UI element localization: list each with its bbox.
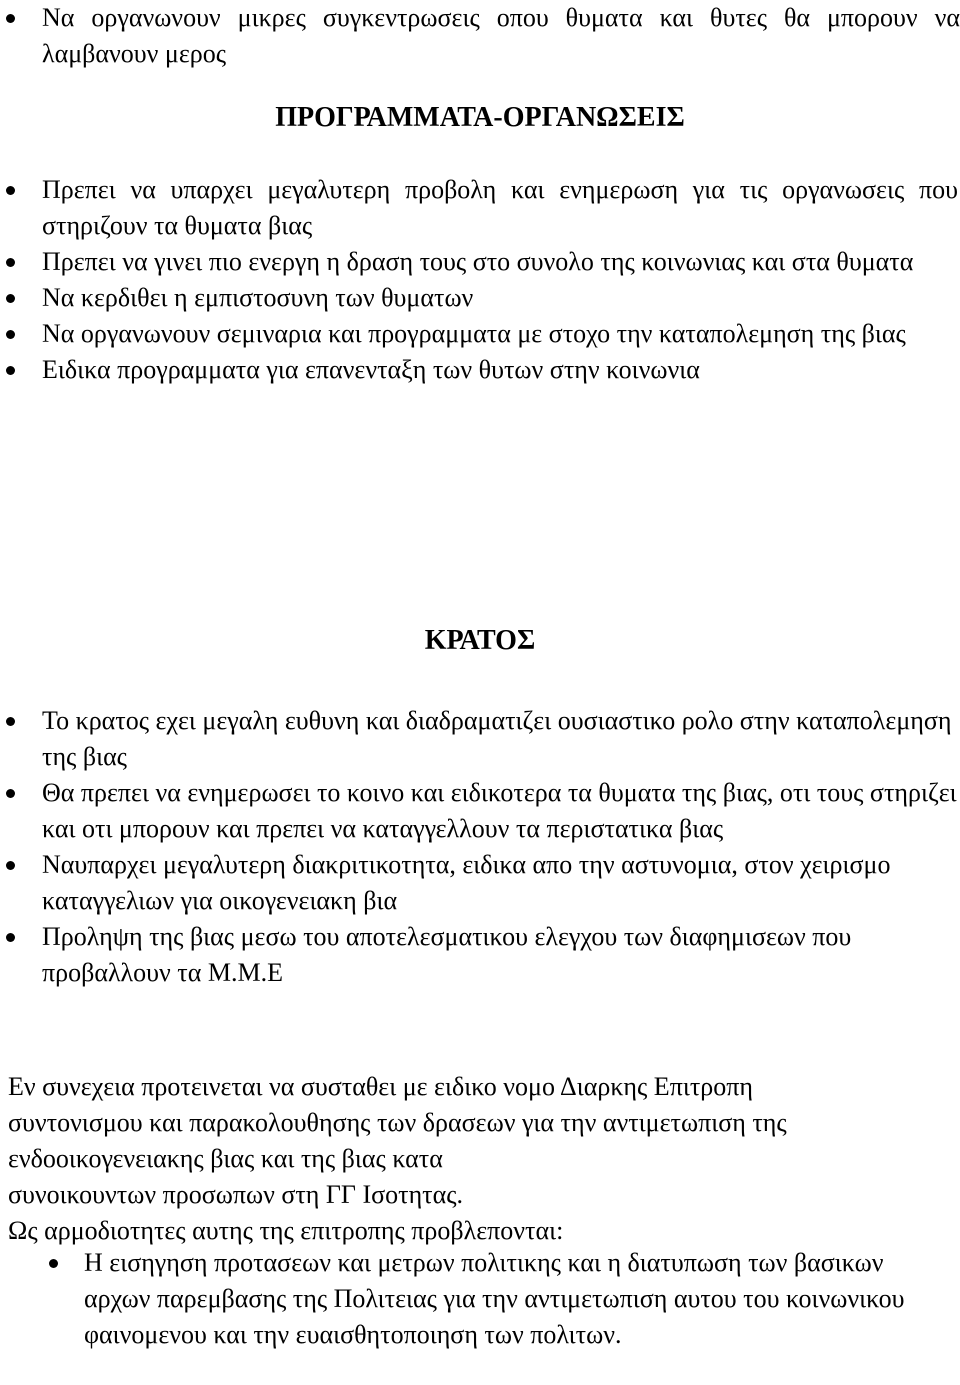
list-item: Να οργανωνουν μικρες συγκεντρωσεις οπου θυματα και θυτες θα μπορουν να λαμβανουν μερος (0, 0, 960, 72)
list-item: Προληψη της βιας μεσω του αποτελεσματικου ελεγχου των διαφημισεων που προβαλλουν τα Μ.Μ.Ε (0, 919, 958, 991)
paragraph-line: συνοικουντων προσωπων στη ΓΓ Ισοτητας. (8, 1180, 464, 1209)
section-heading-organizations: ΠΡΟΓΡΑΜΜΑΤΑ-ΟΡΓΑΝΩΣΕΙΣ (275, 102, 685, 133)
committee-duties-list (46, 1245, 926, 1353)
paragraph-line: συντονισμου και παρακολουθησης των δρασεων για την αντιμετωπιση της (8, 1108, 787, 1137)
list-item: Ναυπαρχει μεγαλυτερη διακριτικοτητα, ειδικα απο την αστυνομια, στον χειρισμο καταγγελιων για οικογενειακη βια (0, 847, 958, 919)
paragraph-line: Εν συνεχεια προτεινεται να συσταθει με ειδικο νομο Διαρκης Επιτροπη (8, 1072, 753, 1101)
list-item: Να κερδιθει η εμπιστοσυνη των θυματων (0, 280, 958, 316)
paragraph-line: ενδοοικογενειακης βιας και της βιας κατα (8, 1144, 443, 1173)
list-item: Ειδικα προγραμματα για επανενταξη των θυτων στην κοινωνια (0, 352, 958, 388)
list-item: Η εισηγηση προτασεων και μετρων πολιτικης και η διατυπωση των βασικων αρχων παρεμβασης της Πολιτειας για την αντιμετωπιση αυτου του κοινωνικου φαινομενου και την ευαισθητοποιηση των πολιτων. (46, 1245, 926, 1353)
list-item: Πρεπει να υπαρχει μεγαλυτερη προβολη και ενημερωση για τις οργανωσεις που στηριζουν τα θυματα βιας (0, 172, 958, 244)
list-item: Το κρατος εχει μεγαλη ευθυνη και διαδραματιζει ουσιαστικο ρολο στην καταπολεμηση της βιας (0, 703, 958, 775)
section-heading-state: ΚΡΑΤΟΣ (424, 625, 536, 656)
list-item: Να οργανωνουν σεμιναρια και προγραμματα με στοχο την καταπολεμηση της βιας (0, 316, 958, 352)
organizations-bullet-list (0, 172, 958, 388)
committee-paragraph (8, 1069, 943, 1249)
list-item: Πρεπει να γινει πιο ενεργη η δραση τους στο συνολο της κοινωνιας και στα θυματα (0, 244, 958, 280)
list-item: Θα πρεπει να ενημερωσει το κοινο και ειδικοτερα τα θυματα της βιας, οτι τους στηριζει και οτι μπορουν και πρεπει να καταγγελλουν τα περιστατικα βιας (0, 775, 958, 847)
paragraph-line: Ως αρμοδιοτητες αυτης της επιτροπης προβλεπονται: (8, 1216, 564, 1245)
intro-bullet-list (0, 0, 960, 72)
state-bullet-list (0, 703, 958, 991)
